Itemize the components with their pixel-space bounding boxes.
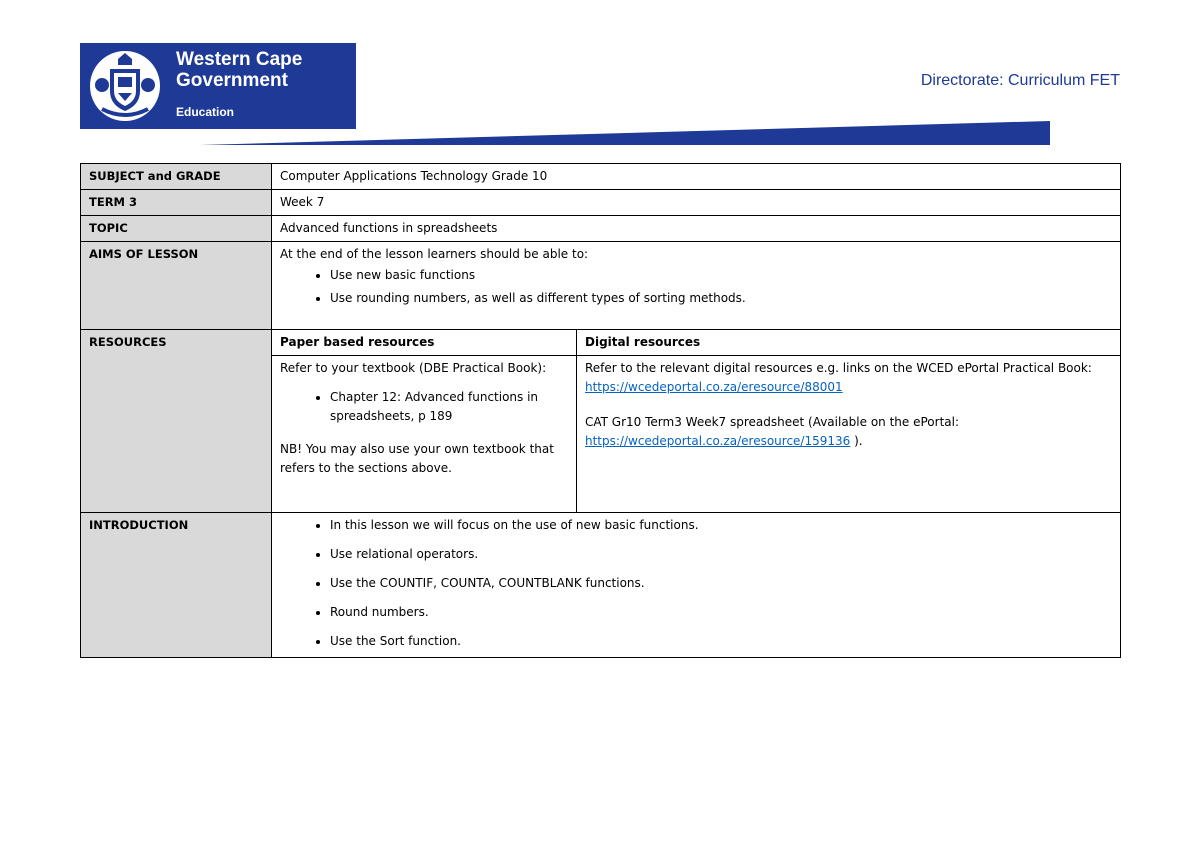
digital-text-2: CAT Gr10 Term3 Week7 spreadsheet (Available on the ePortal:: [585, 415, 959, 429]
term-row: [81, 190, 1121, 216]
aims-label: AIMS OF LESSON: [81, 242, 272, 330]
introduction-list: [280, 516, 1112, 651]
topic-row: [81, 216, 1121, 242]
term-value: Week 7: [272, 190, 1121, 216]
introduction-row: [81, 513, 1121, 658]
introduction-label: INTRODUCTION: [81, 513, 272, 658]
subject-value: Computer Applications Technology Grade 10: [272, 164, 1121, 190]
digital-resources-heading: Digital resources: [577, 330, 1121, 356]
subject-row: [81, 164, 1121, 190]
paper-list: [280, 388, 568, 426]
paper-intro: Refer to your textbook (DBE Practical Book):: [280, 361, 547, 375]
coat-of-arms-icon: [88, 49, 162, 123]
logo-title-line1: Western Cape: [176, 49, 303, 70]
subject-label: SUBJECT and GRADE: [81, 164, 272, 190]
digital-text-2-end: ).: [850, 434, 863, 448]
aims-item: • Use rounding numbers, as well as different types of sorting methods.: [330, 289, 1112, 308]
logo-title: [176, 49, 302, 91]
introduction-cell: [272, 513, 1121, 658]
aims-cell: [272, 242, 1121, 330]
resources-header-row: [81, 330, 1121, 356]
wcg-logo: [80, 43, 356, 129]
eresource-88001-link[interactable]: https://wcedeportal.co.za/eresource/88001: [585, 380, 843, 394]
intro-item: • Use the Sort function.: [330, 632, 1112, 651]
spacer: [585, 397, 1112, 413]
term-label: TERM 3: [81, 190, 272, 216]
paper-resources-heading: Paper based resources: [272, 330, 577, 356]
paper-resources-cell: [272, 356, 577, 513]
digital-resources-cell: [577, 356, 1121, 513]
resources-label: RESOURCES: [81, 330, 272, 513]
topic-label: TOPIC: [81, 216, 272, 242]
intro-item: • Use relational operators.: [330, 545, 1112, 564]
aims-row: [81, 242, 1121, 330]
topic-value: Advanced functions in spreadsheets: [272, 216, 1121, 242]
intro-item: • In this lesson we will focus on the use of new basic functions.: [330, 516, 1112, 535]
aims-item: • Use new basic functions: [330, 266, 1112, 285]
eresource-159136-link[interactable]: https://wcedeportal.co.za/eresource/159136: [585, 434, 851, 448]
logo-title-line2: Government: [176, 70, 288, 91]
intro-item: • Round numbers.: [330, 603, 1112, 622]
digital-paragraph-2: [585, 413, 1112, 451]
paper-note: NB! You may also use your own textbook that refers to the sections above.: [280, 442, 554, 475]
lesson-plan-table: [80, 163, 1121, 658]
header-wedge-decoration: [200, 121, 1050, 145]
aims-list: [280, 266, 1112, 308]
aims-intro: At the end of the lesson learners should be able to:: [280, 247, 589, 261]
intro-item: • Use the COUNTIF, COUNTA, COUNTBLANK functions.: [330, 574, 1112, 593]
digital-paragraph-1: [585, 359, 1112, 397]
digital-text-1: Refer to the relevant digital resources e.g. links on the WCED ePortal Practical Book:: [585, 361, 1092, 375]
directorate-label: Directorate: Curriculum FET: [920, 72, 1120, 89]
logo-subtitle: Education: [176, 105, 235, 119]
paper-item: • Chapter 12: Advanced functions in spreadsheets, p 189: [330, 388, 568, 426]
